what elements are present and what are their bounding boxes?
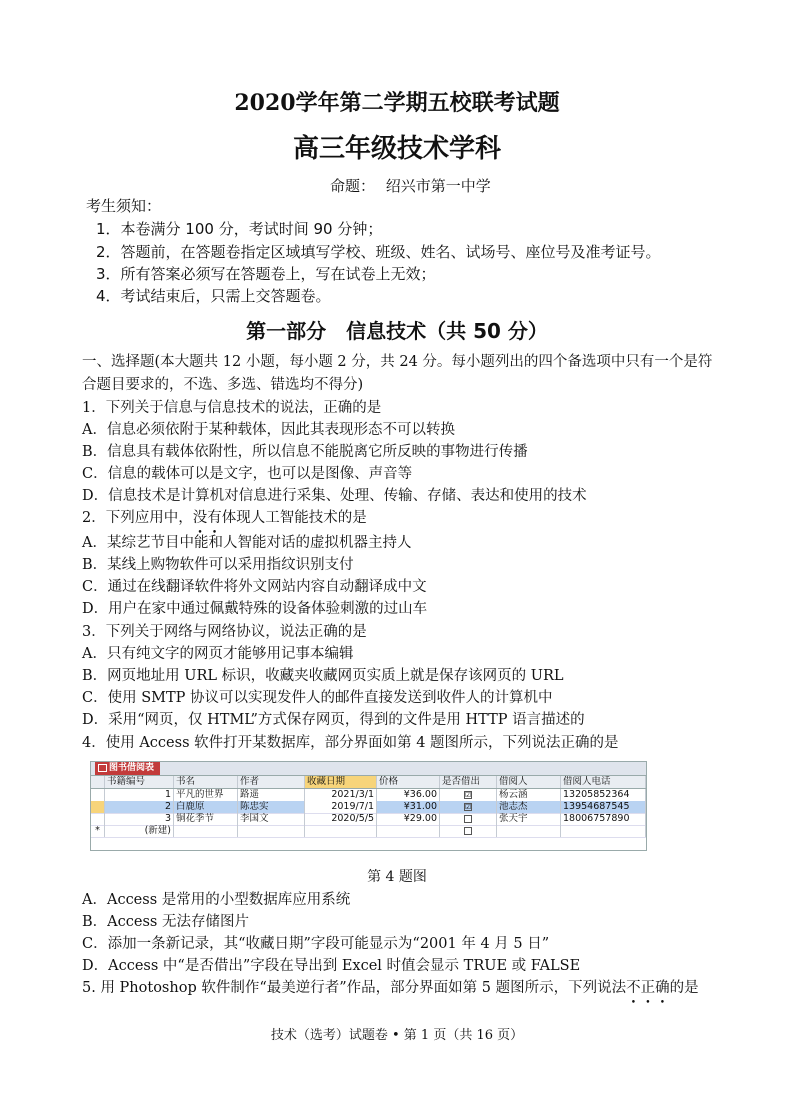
- question-1-stem: 1．下列关于信息与信息技术的说法，正确的是: [82, 400, 382, 416]
- emphasis-char: 正: [640, 980, 656, 996]
- stem-text: 的是: [669, 980, 699, 996]
- access-datasheet: [90, 761, 647, 851]
- question-4-option-b: B．Access 无法存储图片: [82, 914, 249, 930]
- column-header[interactable]: 是否借出: [440, 776, 497, 788]
- notice-item: 1．本卷满分 100 分，考试时间 90 分钟；: [96, 220, 383, 238]
- question-4-option-a: A．Access 是常用的小型数据库应用系统: [82, 892, 351, 908]
- column-header[interactable]: 收藏日期: [305, 776, 377, 788]
- cell[interactable]: 陈忠实: [238, 801, 305, 813]
- cell[interactable]: 13205852364: [561, 789, 646, 801]
- question-1-option-b: B．信息具有载体依附性，所以信息不能脱离它所反映的事物进行传播: [82, 444, 528, 460]
- cell[interactable]: 张天宇: [497, 813, 561, 825]
- question-3-option-b: B．网页地址用 URL 标识，收藏夹收藏网页实质上就是保存该网页的 URL: [82, 668, 564, 684]
- cell[interactable]: [377, 825, 440, 837]
- cell[interactable]: [440, 789, 497, 801]
- stem-text: 体现人工智能技术的是: [221, 510, 367, 526]
- access-tab-bar: [91, 762, 646, 776]
- section-title: 第一部分 信息技术（共 50 分）: [246, 319, 548, 343]
- cell[interactable]: [174, 825, 238, 837]
- question-4-option-d: D．Access 中“是否借出”字段在导出到 Excel 时值会显示 TRUE 或 FALSE: [82, 958, 581, 974]
- question-3-option-c: C．使用 SMTP 协议可以实现发件人的邮件直接发送到收件人的计算机中: [82, 690, 553, 706]
- column-header[interactable]: 书籍编号: [105, 776, 174, 788]
- cell[interactable]: 2020/5/5: [305, 813, 377, 825]
- question-1-option-c: C．信息的载体可以是文字，也可以是图像、声音等: [82, 466, 413, 482]
- notice-heading: 考生须知：: [86, 197, 162, 215]
- question-2-stem: [82, 506, 367, 527]
- question-4-stem: 4．使用 Access 软件打开某数据库，部分界面如第 4 题图所示，下列说法正确的是: [82, 735, 619, 751]
- cell[interactable]: 2: [105, 801, 174, 813]
- figure-4-caption: 第 4 题图: [367, 869, 427, 885]
- new-record-row[interactable]: [91, 825, 646, 838]
- notice-item: 4．考试结束后，只需上交答题卷。: [96, 287, 331, 305]
- access-header-row: [91, 776, 646, 789]
- instructions-line: 合题目要求的，不选、多选、错选均不得分): [82, 377, 364, 393]
- cell[interactable]: 铜花季节: [174, 813, 238, 825]
- stem-text: 5. 用 Photoshop 软件制作“最美逆行者”作品，部分界面如第 5 题图所示，下列说法: [82, 980, 627, 996]
- page-footer: 技术（选考）试题卷 • 第 1 页（共 16 页）: [270, 1028, 524, 1043]
- cell[interactable]: 池志杰: [497, 801, 561, 813]
- question-3-option-a: A．只有纯文字的网页才能够用记事本编辑: [82, 646, 354, 662]
- question-2-option-a: A．某综艺节目中能和人智能对话的虚拟机器主持人: [82, 535, 412, 551]
- emphasis-char: 有: [207, 510, 222, 526]
- cell[interactable]: 白鹿原: [174, 801, 238, 813]
- checkbox[interactable]: [464, 827, 472, 835]
- table-icon: [98, 764, 107, 772]
- question-3-stem: 3．下列关于网络与网络协议，说法正确的是: [82, 624, 367, 640]
- row-selector[interactable]: [91, 801, 105, 813]
- cell[interactable]: 平凡的世界: [174, 789, 238, 801]
- row-selector[interactable]: [91, 789, 105, 801]
- cell[interactable]: 3: [105, 813, 174, 825]
- notice-item: 3．所有答案必须写在答题卷上，写在试卷上无效；: [96, 265, 436, 283]
- instructions-line: 一、选择题(本大题共 12 小题，每小题 2 分，共 24 分。每小题列出的四个备选项中只有一个是符: [82, 354, 713, 370]
- question-2-option-b: B．某线上购物软件可以采用指纹识别支付: [82, 557, 354, 573]
- checkbox[interactable]: [464, 815, 472, 823]
- cell[interactable]: 2019/7/1: [305, 801, 377, 813]
- cell[interactable]: [305, 825, 377, 837]
- question-2-option-c: C．通过在线翻译软件将外文网站内容自动翻译成中文: [82, 579, 427, 595]
- exam-title: 2020学年第二学期五校联考试题: [234, 90, 560, 116]
- cell[interactable]: 路遥: [238, 789, 305, 801]
- question-1-option-a: A．信息必须依附于某种载体，因此其表现形态不可以转换: [82, 422, 455, 438]
- question-3-option-d: D．采用“网页，仅 HTML”方式保存网页，得到的文件是用 HTTP 语言描述的: [82, 712, 585, 728]
- column-header[interactable]: 作者: [238, 776, 305, 788]
- stem-text: 2．下列应用中，: [82, 510, 193, 526]
- cell[interactable]: [440, 813, 497, 825]
- question-4-option-c: C．添加一条新记录，其“收藏日期”字段可能显示为“2001 年 4 月 5 日”: [82, 936, 550, 952]
- cell[interactable]: ¥31.00: [377, 801, 440, 813]
- author-line: [330, 175, 491, 196]
- cell[interactable]: 2021/3/1: [305, 789, 377, 801]
- checkbox[interactable]: ☑: [465, 802, 472, 811]
- cell[interactable]: ¥36.00: [377, 789, 440, 801]
- cell[interactable]: 1: [105, 789, 174, 801]
- cell[interactable]: [238, 825, 305, 837]
- cell[interactable]: [440, 825, 497, 837]
- access-tab-label: 图书借阅表: [109, 763, 155, 773]
- cell[interactable]: [497, 825, 561, 837]
- author-label: 命题：: [330, 177, 376, 195]
- question-2-option-d: D．用户在家中通过佩戴特殊的设备体验刺激的过山车: [82, 601, 428, 617]
- checkbox[interactable]: ☑: [465, 790, 472, 799]
- column-header[interactable]: 价格: [377, 776, 440, 788]
- column-header[interactable]: 借阅人电话: [561, 776, 646, 788]
- question-1-option-d: D．信息技术是计算机对信息进行采集、处理、传输、存储、表达和使用的技术: [82, 488, 587, 504]
- cell[interactable]: 杨云涵: [497, 789, 561, 801]
- notice-item: 2．答题前，在答题卷指定区域填写学校、班级、姓名、试场号、座位号及准考证号。: [96, 243, 661, 261]
- emphasis-char: 没: [192, 510, 208, 526]
- cell[interactable]: 13954687545: [561, 801, 646, 813]
- column-header[interactable]: 借阅人: [497, 776, 561, 788]
- emphasis-char: 不: [626, 980, 641, 996]
- row-selector[interactable]: [91, 813, 105, 825]
- cell[interactable]: 李国文: [238, 813, 305, 825]
- emphasis-char: 确: [655, 980, 670, 996]
- exam-subtitle: 高三年级技术学科: [292, 134, 501, 164]
- row-selector-header: [91, 776, 105, 788]
- question-5-stem: [82, 976, 699, 997]
- cell[interactable]: [440, 801, 497, 813]
- new-record-label[interactable]: (新建): [105, 825, 174, 837]
- cell[interactable]: ¥29.00: [377, 813, 440, 825]
- access-tab[interactable]: [95, 762, 160, 775]
- cell[interactable]: [561, 825, 646, 837]
- column-header[interactable]: 书名: [174, 776, 238, 788]
- new-record-marker: *: [91, 825, 105, 837]
- author-name: 绍兴市第一中学: [385, 177, 491, 195]
- cell[interactable]: 18006757890: [561, 813, 646, 825]
